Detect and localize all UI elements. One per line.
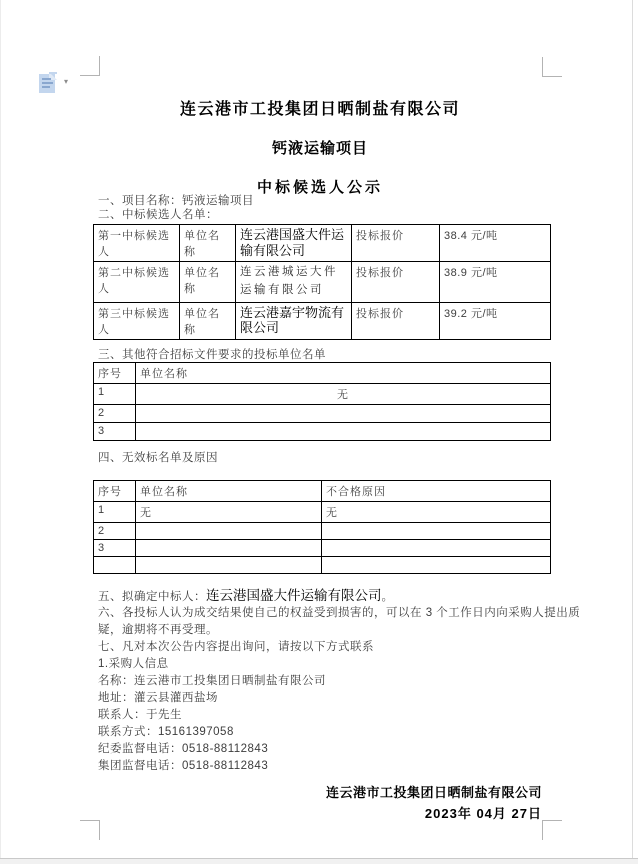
table-row <box>94 262 551 303</box>
name-label: 单位名称 <box>180 302 236 339</box>
doc-title-company: 连云港市工投集团日晒制盐有限公司 <box>179 101 460 118</box>
purchaser-contact-person: 联系人：于先生 <box>98 709 182 721</box>
table-row <box>94 384 551 405</box>
candidate-rank: 第三中标候选人 <box>94 302 180 339</box>
paste-options-icon <box>39 72 58 94</box>
table-row <box>94 423 551 441</box>
purchaser-heading: 1.采购人信息 <box>98 658 169 670</box>
price-label: 投标报价 <box>352 302 440 339</box>
signature-company: 连云港市工投集团日晒制盐有限公司 <box>325 785 542 800</box>
doc-title-announcement: 中标候选人公示 <box>256 179 383 196</box>
page-right-edge <box>632 0 633 858</box>
row-name <box>136 540 322 557</box>
intro-project-name: 一、项目名称：钙液运输项目 <box>98 195 254 207</box>
candidate-company: 连云港城运大件运输有限公司 <box>236 262 352 303</box>
name-label: 单位名称 <box>180 225 236 262</box>
price-label: 投标报价 <box>352 225 440 262</box>
row-no: 2 <box>94 523 136 540</box>
col-header-reason: 不合格原因 <box>322 481 551 502</box>
table-row <box>94 557 551 574</box>
row-name <box>136 423 551 441</box>
row-no: 1 <box>94 384 136 405</box>
col-header-name: 单位名称 <box>136 481 322 502</box>
section5-line <box>98 584 394 604</box>
table-row <box>94 405 551 423</box>
row-name <box>136 523 322 540</box>
table-row <box>94 302 551 339</box>
section6-line1: 六、各投标人认为成交结果使自己的权益受到损害的，可以在 3 个工作日内向采购人提出质 <box>98 607 581 619</box>
col-header-no: 序号 <box>94 481 136 502</box>
table-header-row <box>94 363 551 384</box>
name-label: 单位名称 <box>180 262 236 303</box>
section6-line2: 疑，逾期将不再受理。 <box>98 624 218 636</box>
candidate-price: 39.2 元/吨 <box>440 302 551 339</box>
price-label: 投标报价 <box>352 262 440 303</box>
row-reason <box>322 557 551 574</box>
crop-mark-bottom-left-icon <box>80 820 100 840</box>
paste-options-button[interactable] <box>37 70 75 96</box>
candidate-rank: 第二中标候选人 <box>94 262 180 303</box>
section3-title: 三、其他符合招标文件要求的投标单位名单 <box>98 349 326 361</box>
section5-company: 连云港国盛大件运输有限公司 <box>206 588 382 603</box>
group-supervision-phone: 集团监督电话：0518-88112843 <box>98 760 269 772</box>
paste-options-dropdown-icon[interactable]: ▾ <box>63 77 68 86</box>
signature-date: 2023年 04月 27日 <box>424 806 542 821</box>
row-name <box>136 405 551 423</box>
purchaser-contact-phone: 联系方式：15161397058 <box>98 726 234 738</box>
col-header-no: 序号 <box>94 363 136 384</box>
candidate-company: 连云港嘉宇物流有限公司 <box>236 302 352 339</box>
discipline-supervision-phone: 纪委监督电话：0518-88112843 <box>98 743 269 755</box>
row-no: 3 <box>94 540 136 557</box>
row-no: 2 <box>94 405 136 423</box>
col-header-name: 单位名称 <box>136 363 551 384</box>
intro-candidate-list: 二、中标候选人名单： <box>98 209 218 221</box>
crop-mark-bottom-right-icon <box>542 820 562 840</box>
row-name: 无 <box>136 384 551 405</box>
row-no: 3 <box>94 423 136 441</box>
table-row <box>94 225 551 262</box>
section5-prefix: 五、拟确定中标人： <box>98 591 206 603</box>
table-row <box>94 540 551 557</box>
row-no: 1 <box>94 502 136 523</box>
section7-line: 七、凡对本次公告内容提出询问，请按以下方式联系 <box>98 641 374 653</box>
purchaser-name: 名称：连云港市工投集团日晒制盐有限公司 <box>98 675 326 687</box>
row-name <box>136 557 322 574</box>
row-reason <box>322 523 551 540</box>
row-reason: 无 <box>322 502 551 523</box>
candidates-table <box>93 224 551 340</box>
section4-title: 四、无效标名单及原因 <box>98 452 218 464</box>
invalid-bids-table <box>93 480 551 574</box>
row-reason <box>322 540 551 557</box>
table-row <box>94 523 551 540</box>
doc-title-project: 钙液运输项目 <box>271 140 368 157</box>
candidate-price: 38.4 元/吨 <box>440 225 551 262</box>
row-name: 无 <box>136 502 322 523</box>
row-no <box>94 557 136 574</box>
section5-suffix: 。 <box>381 591 394 603</box>
table-row <box>94 502 551 523</box>
candidate-price: 38.9 元/吨 <box>440 262 551 303</box>
table-header-row <box>94 481 551 502</box>
candidate-company: 连云港国盛大件运输有限公司 <box>236 225 352 262</box>
other-bidders-table <box>93 362 551 441</box>
purchaser-address: 地址：灌云县灌西盐场 <box>98 692 218 704</box>
candidate-rank: 第一中标候选人 <box>94 225 180 262</box>
crop-mark-top-right-icon <box>542 57 562 77</box>
crop-mark-top-left-icon <box>80 56 100 76</box>
page-bottom-edge <box>0 858 638 864</box>
